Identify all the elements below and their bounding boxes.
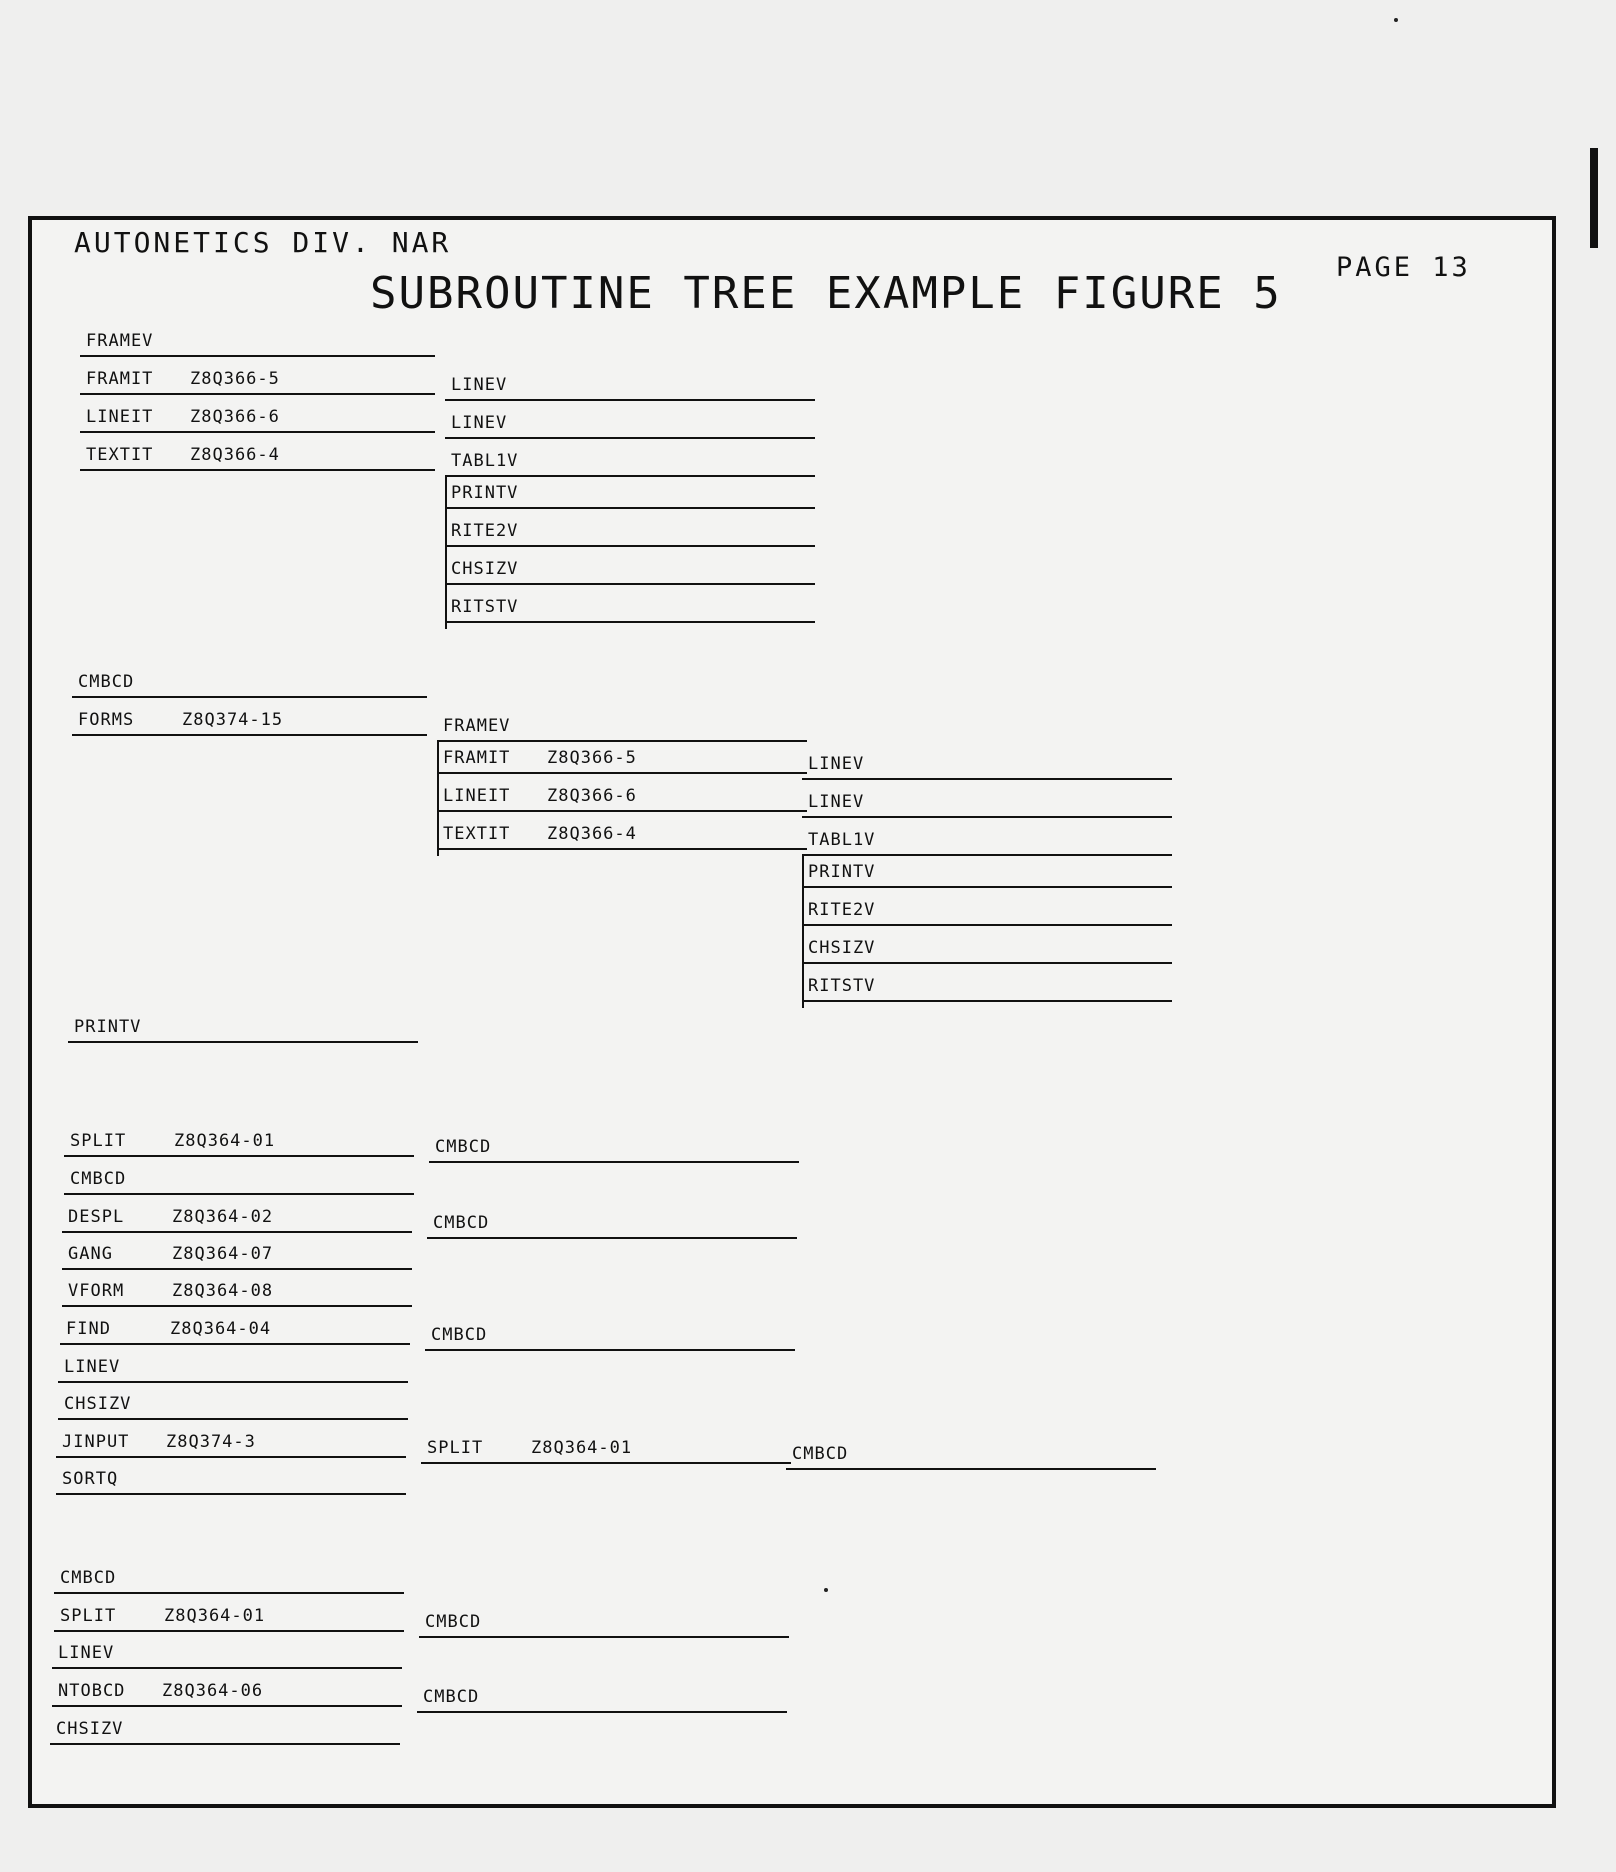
node-underline	[802, 816, 1172, 818]
node-underline	[64, 1155, 414, 1157]
node-label: FORMS	[78, 710, 135, 730]
node-label: GANG	[68, 1244, 113, 1264]
node-label: TEXTIT	[86, 445, 154, 465]
node-label: CHSIZV	[64, 1394, 132, 1414]
node-label: TEXTIT	[443, 824, 511, 844]
node-label: FRAMIT	[443, 748, 511, 768]
node-label: PRINTV	[74, 1017, 142, 1037]
node-underline	[802, 924, 1172, 926]
branch-connector	[437, 740, 439, 856]
node-label: FRAMIT	[86, 369, 154, 389]
node-underline	[80, 393, 435, 395]
node-label: PRINTV	[808, 862, 876, 882]
node-underline	[68, 1041, 418, 1043]
node-label: TABL1V	[808, 830, 876, 850]
node-underline	[54, 1630, 404, 1632]
node-underline	[427, 1237, 797, 1239]
speck	[824, 1588, 828, 1592]
node-underline	[60, 1343, 410, 1345]
node-underline	[802, 778, 1172, 780]
node-code: Z8Q374-3	[166, 1432, 256, 1452]
node-label: FRAMEV	[86, 331, 154, 351]
node-underline	[62, 1305, 412, 1307]
node-underline	[445, 583, 815, 585]
node-underline	[54, 1592, 404, 1594]
node-underline	[802, 886, 1172, 888]
node-label: CMBCD	[425, 1612, 482, 1632]
node-label: SPLIT	[427, 1438, 484, 1458]
node-label: LINEV	[808, 754, 865, 774]
node-underline	[52, 1705, 402, 1707]
node-code: Z8Q364-08	[172, 1281, 274, 1301]
node-underline	[437, 810, 807, 812]
node-code: Z8Q366-5	[547, 748, 637, 768]
node-code: Z8Q364-04	[170, 1319, 272, 1339]
node-underline	[56, 1493, 406, 1495]
node-underline	[445, 507, 815, 509]
node-label: RITSTV	[808, 976, 876, 996]
node-label: CMBCD	[60, 1568, 117, 1588]
node-underline	[421, 1462, 791, 1464]
node-label: RITE2V	[451, 521, 519, 541]
node-code: Z8Q366-6	[547, 786, 637, 806]
node-label: VFORM	[68, 1281, 125, 1301]
node-code: Z8Q364-06	[162, 1681, 264, 1701]
node-label: PRINTV	[451, 483, 519, 503]
node-label: LINEV	[58, 1643, 115, 1663]
node-label: CMBCD	[433, 1213, 490, 1233]
node-underline	[58, 1381, 408, 1383]
node-label: CHSIZV	[56, 1719, 124, 1739]
node-label: CHSIZV	[808, 938, 876, 958]
node-underline	[62, 1231, 412, 1233]
node-underline	[802, 962, 1172, 964]
node-underline	[445, 621, 815, 623]
node-label: FRAMEV	[443, 716, 511, 736]
node-underline	[786, 1468, 1156, 1470]
node-underline	[419, 1636, 789, 1638]
branch-connector	[802, 854, 804, 1008]
node-code: Z8Q374-15	[182, 710, 284, 730]
page-edge-mark	[1590, 148, 1598, 248]
node-code: Z8Q366-4	[547, 824, 637, 844]
node-underline	[437, 740, 807, 742]
node-underline	[72, 696, 427, 698]
node-code: Z8Q364-02	[172, 1207, 274, 1227]
node-underline	[445, 399, 815, 401]
node-underline	[425, 1349, 795, 1351]
node-underline	[72, 734, 427, 736]
node-underline	[437, 772, 807, 774]
page-number: PAGE 13	[1336, 252, 1471, 283]
node-label: JINPUT	[62, 1432, 130, 1452]
node-label: RITSTV	[451, 597, 519, 617]
node-underline	[80, 355, 435, 357]
node-code: Z8Q364-01	[531, 1438, 633, 1458]
node-label: LINEV	[808, 792, 865, 812]
node-underline	[429, 1161, 799, 1163]
node-code: Z8Q366-5	[190, 369, 280, 389]
node-label: SPLIT	[60, 1606, 117, 1626]
node-label: CMBCD	[431, 1325, 488, 1345]
node-label: FIND	[66, 1319, 111, 1339]
node-code: Z8Q366-4	[190, 445, 280, 465]
node-underline	[80, 431, 435, 433]
node-label: LINEIT	[443, 786, 511, 806]
node-code: Z8Q364-01	[174, 1131, 276, 1151]
node-label: SORTQ	[62, 1469, 119, 1489]
branch-connector	[445, 475, 447, 629]
node-label: CMBCD	[70, 1169, 127, 1189]
node-label: LINEV	[64, 1357, 121, 1377]
node-label: LINEV	[451, 375, 508, 395]
node-underline	[445, 545, 815, 547]
node-code: Z8Q364-01	[164, 1606, 266, 1626]
node-label: NTOBCD	[58, 1681, 126, 1701]
node-label: CMBCD	[78, 672, 135, 692]
node-underline	[52, 1667, 402, 1669]
node-label: DESPL	[68, 1207, 125, 1227]
node-underline	[437, 848, 807, 850]
node-underline	[58, 1418, 408, 1420]
node-label: CMBCD	[423, 1687, 480, 1707]
node-underline	[64, 1193, 414, 1195]
node-underline	[445, 475, 815, 477]
node-underline	[417, 1711, 787, 1713]
node-label: RITE2V	[808, 900, 876, 920]
node-label: SPLIT	[70, 1131, 127, 1151]
node-underline	[56, 1456, 406, 1458]
node-underline	[50, 1743, 400, 1745]
node-underline	[445, 437, 815, 439]
node-underline	[802, 854, 1172, 856]
node-label: CHSIZV	[451, 559, 519, 579]
node-label: TABL1V	[451, 451, 519, 471]
node-underline	[802, 1000, 1172, 1002]
node-underline	[62, 1268, 412, 1270]
node-underline	[80, 469, 435, 471]
node-code: Z8Q366-6	[190, 407, 280, 427]
node-label: CMBCD	[792, 1444, 849, 1464]
node-code: Z8Q364-07	[172, 1244, 274, 1264]
organization-header: AUTONETICS DIV. NAR	[74, 226, 452, 259]
node-label: LINEV	[451, 413, 508, 433]
node-label: LINEIT	[86, 407, 154, 427]
node-label: CMBCD	[435, 1137, 492, 1157]
speck	[1394, 18, 1398, 22]
page-title: SUBROUTINE TREE EXAMPLE FIGURE 5	[370, 268, 1282, 319]
